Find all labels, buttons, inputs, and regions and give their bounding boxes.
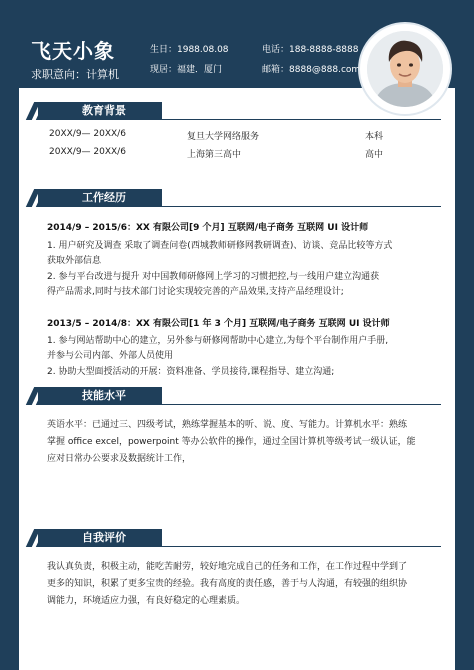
skills-line: 英语水平：已通过三、四级考试，熟练掌握基本的听、说、度、写能力。计算机水平：熟练 xyxy=(47,420,408,430)
email: 邮箱：8888@888.com xyxy=(262,65,361,75)
job-line: 2. 协助大型面授活动的开展：资料准备、学员接待,课程指导、建立沟通; xyxy=(47,367,335,377)
location: 现居：福建．厦门 xyxy=(150,65,223,75)
job-line: 得产品需求,同时与技术部门讨论实现较完善的产品效果,支持产品经理设计; xyxy=(47,287,344,297)
skills-line: 应对日常办公要求及数据统计工作， xyxy=(47,454,192,464)
section-divider xyxy=(161,206,441,207)
edu-school: 复旦大学网络服务 xyxy=(187,132,260,142)
section-divider xyxy=(161,546,441,547)
section-title: 自我评价 xyxy=(38,529,162,547)
candidate-name: 飞天小象 xyxy=(31,39,115,63)
edu-school: 上海第三高中 xyxy=(187,150,242,160)
birthday: 生日：1988.08.08 xyxy=(150,45,229,55)
job-line: 2. 参与平台改进与提升 对中国教师研修网上学习的习惯把控,与一线用户建立沟通获 xyxy=(47,272,380,282)
evaluation-line: 我认真负责，积极主动，能吃苦耐劳，较好地完成自己的任务和工作，在工作过程中学到了 xyxy=(47,562,408,572)
evaluation-line: 调能力，环境适应力强，有良好稳定的心理素质。 xyxy=(47,596,246,606)
edu-period: 20XX/9— 20XX/6 xyxy=(49,129,126,139)
avatar xyxy=(367,31,443,107)
job-line: 并参与公司内部、外部人员使用 xyxy=(47,351,174,361)
phone: 电话：188-8888-8888 xyxy=(262,45,359,55)
section-divider xyxy=(161,119,441,120)
section-divider xyxy=(161,404,441,405)
section-title: 教育背景 xyxy=(38,102,162,120)
edu-period: 20XX/9— 20XX/6 xyxy=(49,147,126,157)
edu-degree: 本科 xyxy=(365,132,384,142)
job-line: 1. 用户研究及调查 采取了调查问卷(西城教师研修网教研调查)、访谈、竞品比较等方式 xyxy=(47,241,393,251)
evaluation-line: 更多的知识，积累了更多宝贵的经验。我有高度的责任感，善于与人沟通，有较强的组织协 xyxy=(47,579,408,589)
resume-body xyxy=(19,88,455,670)
skills-line: 掌握 office excel，powerpoint 等办公软件的操作，通过全国计算机等级考试一级认证，能 xyxy=(47,437,416,447)
edu-degree: 高中 xyxy=(365,150,384,160)
section-title: 技能水平 xyxy=(38,387,162,405)
job-header: 2014/9 – 2015/6：XX 有限公司[9 个月] 互联网/电子商务 互联网 UI 设计师 xyxy=(47,223,369,233)
job-line: 获取外部信息 xyxy=(47,256,102,266)
job-line: 1. 参与网站帮助中心的建立，另外参与研修网帮助中心建立,为每个平台制作用户手册, xyxy=(47,336,389,346)
section-title: 工作经历 xyxy=(38,189,162,207)
profile-photo xyxy=(360,24,450,114)
job-intent: 求职意向：计算机 xyxy=(31,68,119,81)
job-header: 2013/5 – 2014/8：XX 有限公司[1 年 3 个月] 互联网/电子商务 互联网 UI 设计师 xyxy=(47,319,390,329)
person-portrait-icon xyxy=(367,31,443,107)
